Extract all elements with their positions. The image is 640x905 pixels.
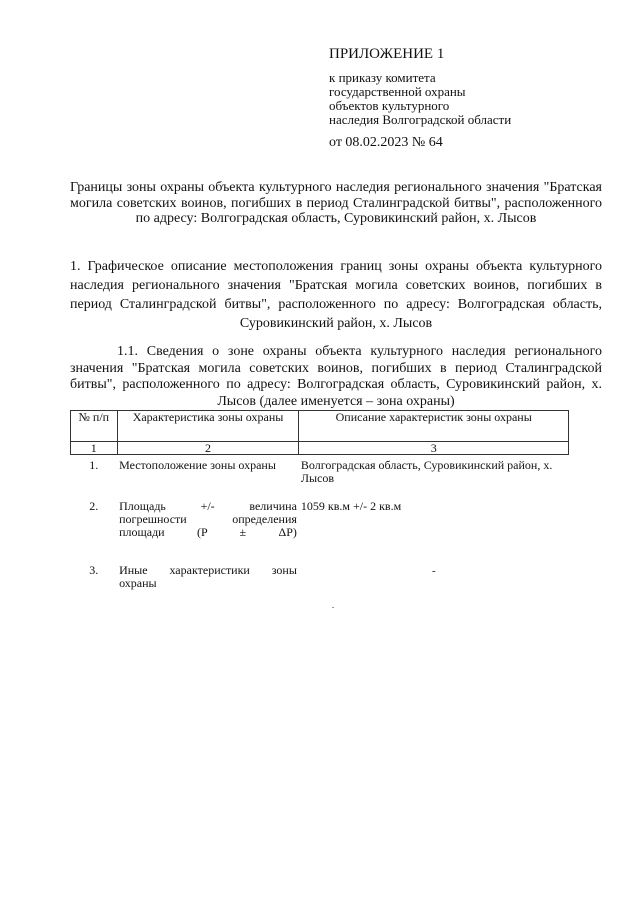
appendix-line: к приказу комитета: [329, 70, 436, 85]
row-description: Волгоградская область, Суровикинский район, х. Лысов: [300, 458, 553, 485]
header-number: № п/п: [71, 411, 118, 442]
row-description: 1059 кв.м +/- 2 кв.м: [300, 498, 402, 513]
empty-value-dash: -: [432, 565, 436, 577]
appendix-subtitle: [329, 71, 511, 127]
row-number: 3.: [89, 562, 99, 577]
appendix-line: государственной охраны: [329, 84, 466, 99]
order-date: от 08.02.2023 № 64: [329, 135, 443, 150]
document-title: Границы зоны охраны объекта культурного наследия регионального значения "Братская могила советских воинов, погибших в период Сталинградской битвы", расположенного по адресу: Волгоградская область, Суровикинский район, х. Лысов: [70, 180, 602, 226]
appendix-line: объектов культурного: [329, 98, 450, 113]
subsection-1-1-heading: 1.1. Сведения о зоне охраны объекта культурного наследия регионального значения "Братская могила советских воинов, погибших в период Сталинградской битвы", расположенного по адресу: Волгоградская область, Суровикинский район, х. Лысов (далее именуется – зона охраны): [70, 344, 602, 409]
section-1-heading: 1. Графическое описание местоположения границ зоны охраны объекта культурного наследия регионального значения "Братская могила советских воинов, погибших в период Сталинградской битвы", расположенного по адресу: Волгоградская область, Суровикинский район, х. Лысов: [70, 259, 602, 331]
header-description: Описание характеристик зоны охраны: [299, 411, 569, 442]
protection-zone-table: [70, 410, 569, 604]
row-characteristic: Иные характеристики зоны охраны: [119, 562, 297, 590]
scan-dot: [332, 607, 334, 608]
column-number-row: [71, 442, 569, 455]
table-row: [71, 455, 569, 500]
table-header-row: [71, 411, 569, 442]
column-number: 2: [117, 442, 299, 455]
row-number: 1.: [89, 458, 99, 472]
header-characteristic: Характеристика зоны охраны: [117, 411, 299, 442]
appendix-line: наследия Волгоградской области: [329, 112, 512, 127]
column-number: 3: [299, 442, 569, 455]
table-row: [71, 500, 569, 564]
row-characteristic: Площадь +/- величина погрешности определения площади (P ± ΔP): [119, 498, 297, 539]
table-row: [71, 564, 569, 604]
row-number: 2.: [89, 498, 99, 513]
row-characteristic: Местоположение зоны охраны: [119, 458, 276, 472]
column-number: 1: [71, 442, 118, 455]
appendix-title: ПРИЛОЖЕНИЕ 1: [329, 46, 445, 62]
